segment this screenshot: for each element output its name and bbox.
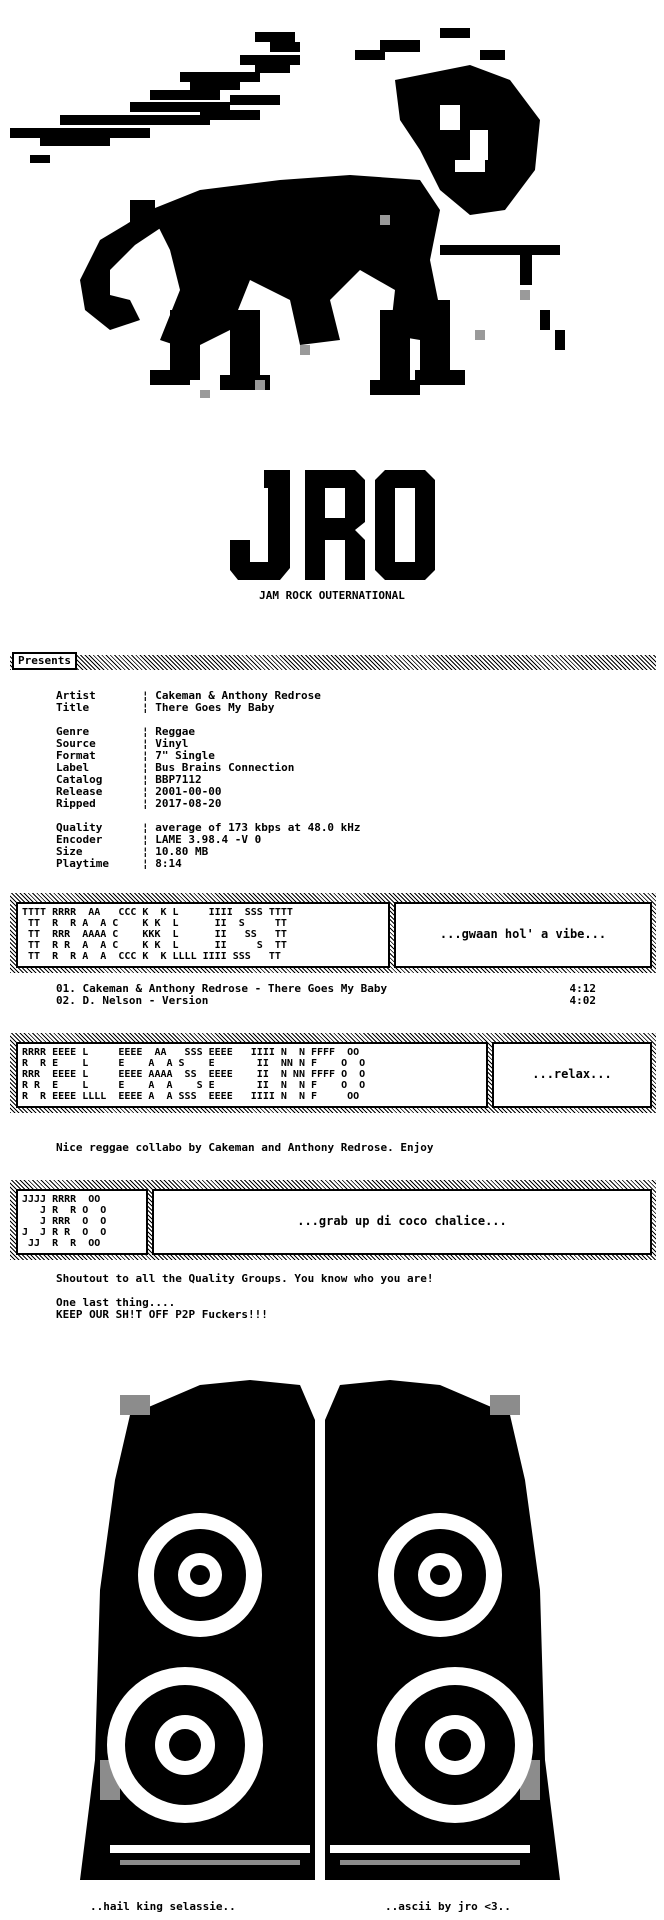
tracklist-banner-box bbox=[16, 902, 390, 968]
left-speaker-icon bbox=[80, 1380, 315, 1880]
jro-banner-box bbox=[16, 1189, 148, 1255]
tracklist-vibe-box bbox=[394, 902, 652, 968]
info-key: Size bbox=[56, 845, 83, 858]
info-separator: ¦ bbox=[142, 773, 156, 786]
info-key: Quality bbox=[56, 821, 103, 834]
info-key: Format bbox=[56, 749, 96, 762]
releaseinfo-vibe: ...relax... bbox=[532, 1067, 612, 1081]
info-key: Title bbox=[56, 701, 90, 714]
info-key: Ripped bbox=[56, 797, 96, 810]
info-key: Catalog bbox=[56, 773, 103, 786]
info-separator: ¦ bbox=[142, 797, 156, 810]
info-separator: ¦ bbox=[142, 725, 156, 738]
info-key: Source bbox=[56, 737, 96, 750]
right-speaker-icon bbox=[325, 1380, 560, 1880]
releaseinfo-banner: RRRR EEEE L EEEE AA SSS EEEE IIII N N FFFF OO R R E L E A A S E II NN N F O O RRR EEEE L EEEE AAAA SS EEEE II N NN FFFF O O R R E L E A A S E II N N F O O R R EEEE LLLL EEEE A A SSS EEEE IIII N N F OO bbox=[22, 1047, 366, 1102]
info-separator: ¦ bbox=[142, 821, 156, 834]
info-value: 7" Single bbox=[155, 749, 215, 762]
info-key: Encoder bbox=[56, 833, 103, 846]
info-value: Cakeman & Anthony Redrose bbox=[155, 689, 321, 702]
info-row bbox=[56, 798, 361, 810]
warning-text: KEEP OUR SH!T OFF P2P Fuckers!!! bbox=[56, 1308, 268, 1321]
track-list bbox=[56, 983, 596, 1007]
info-value: There Goes My Baby bbox=[155, 701, 275, 714]
jro-logo bbox=[0, 470, 664, 585]
group-name: JAM ROCK OUTERNATIONAL bbox=[259, 589, 405, 602]
info-value: Vinyl bbox=[155, 737, 189, 750]
jro-banner: JJJJ RRRR OO J R R O O J RRR O O J J R R O O JJ R R OO bbox=[22, 1194, 107, 1249]
track-row bbox=[56, 995, 596, 1007]
lion-ascii-art bbox=[0, 10, 664, 450]
info-separator: ¦ bbox=[142, 845, 156, 858]
divider-bar bbox=[10, 655, 656, 670]
info-separator: ¦ bbox=[142, 857, 156, 870]
info-row bbox=[56, 702, 361, 714]
jro-vibe: ...grab up di coco chalice... bbox=[297, 1214, 507, 1228]
info-value: Reggae bbox=[155, 725, 195, 738]
info-value: 8:14 bbox=[155, 857, 182, 870]
track-time: 4:02 bbox=[569, 994, 596, 1007]
info-key: Genre bbox=[56, 725, 90, 738]
jro-vibe-box bbox=[152, 1189, 652, 1255]
track-title: 01. Cakeman & Anthony Redrose - There Goes My Baby bbox=[56, 982, 388, 995]
tracklist-banner: TTTT RRRR AA CCC K K L IIII SSS TTTT TT R R A A C K K L II S TT TT RRR AAAA C KKK L II SS TT TT R R A A C K K L II S TT TT R R A A CCC K K LLLL IIII SSS TT bbox=[22, 907, 293, 962]
presents-tab: Presents bbox=[12, 652, 77, 670]
speakers-ascii-art bbox=[0, 1340, 664, 1895]
info-key: Artist bbox=[56, 689, 96, 702]
info-separator: ¦ bbox=[142, 761, 156, 774]
info-separator: ¦ bbox=[142, 749, 156, 762]
right-caption: ..ascii by jro <3.. bbox=[385, 1900, 511, 1913]
info-value: 2017-08-20 bbox=[155, 797, 222, 810]
info-separator: ¦ bbox=[142, 701, 156, 714]
track-title: 02. D. Nelson - Version bbox=[56, 994, 209, 1007]
info-row bbox=[56, 834, 361, 846]
tracklist-vibe: ...gwaan hol' a vibe... bbox=[439, 927, 607, 941]
releaseinfo-vibe-box bbox=[492, 1042, 652, 1108]
info-row bbox=[56, 858, 361, 870]
left-caption: ..hail king selassie.. bbox=[90, 1900, 236, 1913]
info-key: Release bbox=[56, 785, 103, 798]
info-value: BBP7112 bbox=[155, 773, 202, 786]
info-value: 2001-00-00 bbox=[155, 785, 222, 798]
info-key: Label bbox=[56, 761, 90, 774]
last-thing-text: One last thing.... bbox=[56, 1296, 176, 1309]
info-key: Playtime bbox=[56, 857, 109, 870]
info-value: 10.80 MB bbox=[155, 845, 209, 858]
info-row bbox=[56, 714, 361, 726]
release-info-list bbox=[56, 690, 361, 870]
info-separator: ¦ bbox=[142, 785, 156, 798]
info-value: Bus Brains Connection bbox=[155, 761, 295, 774]
release-notes-text: Nice reggae collabo by Cakeman and Anthony Redrose. Enjoy bbox=[56, 1141, 434, 1154]
shoutout-text: Shoutout to all the Quality Groups. You know who you are! bbox=[56, 1272, 434, 1285]
releaseinfo-banner-box bbox=[16, 1042, 488, 1108]
info-separator: ¦ bbox=[142, 689, 156, 702]
track-time: 4:12 bbox=[569, 982, 596, 995]
info-value: LAME 3.98.4 -V 0 bbox=[155, 833, 262, 846]
info-separator: ¦ bbox=[142, 833, 156, 846]
info-row bbox=[56, 726, 361, 738]
info-separator: ¦ bbox=[142, 737, 156, 750]
info-value: average of 173 kbps at 48.0 kHz bbox=[155, 821, 361, 834]
